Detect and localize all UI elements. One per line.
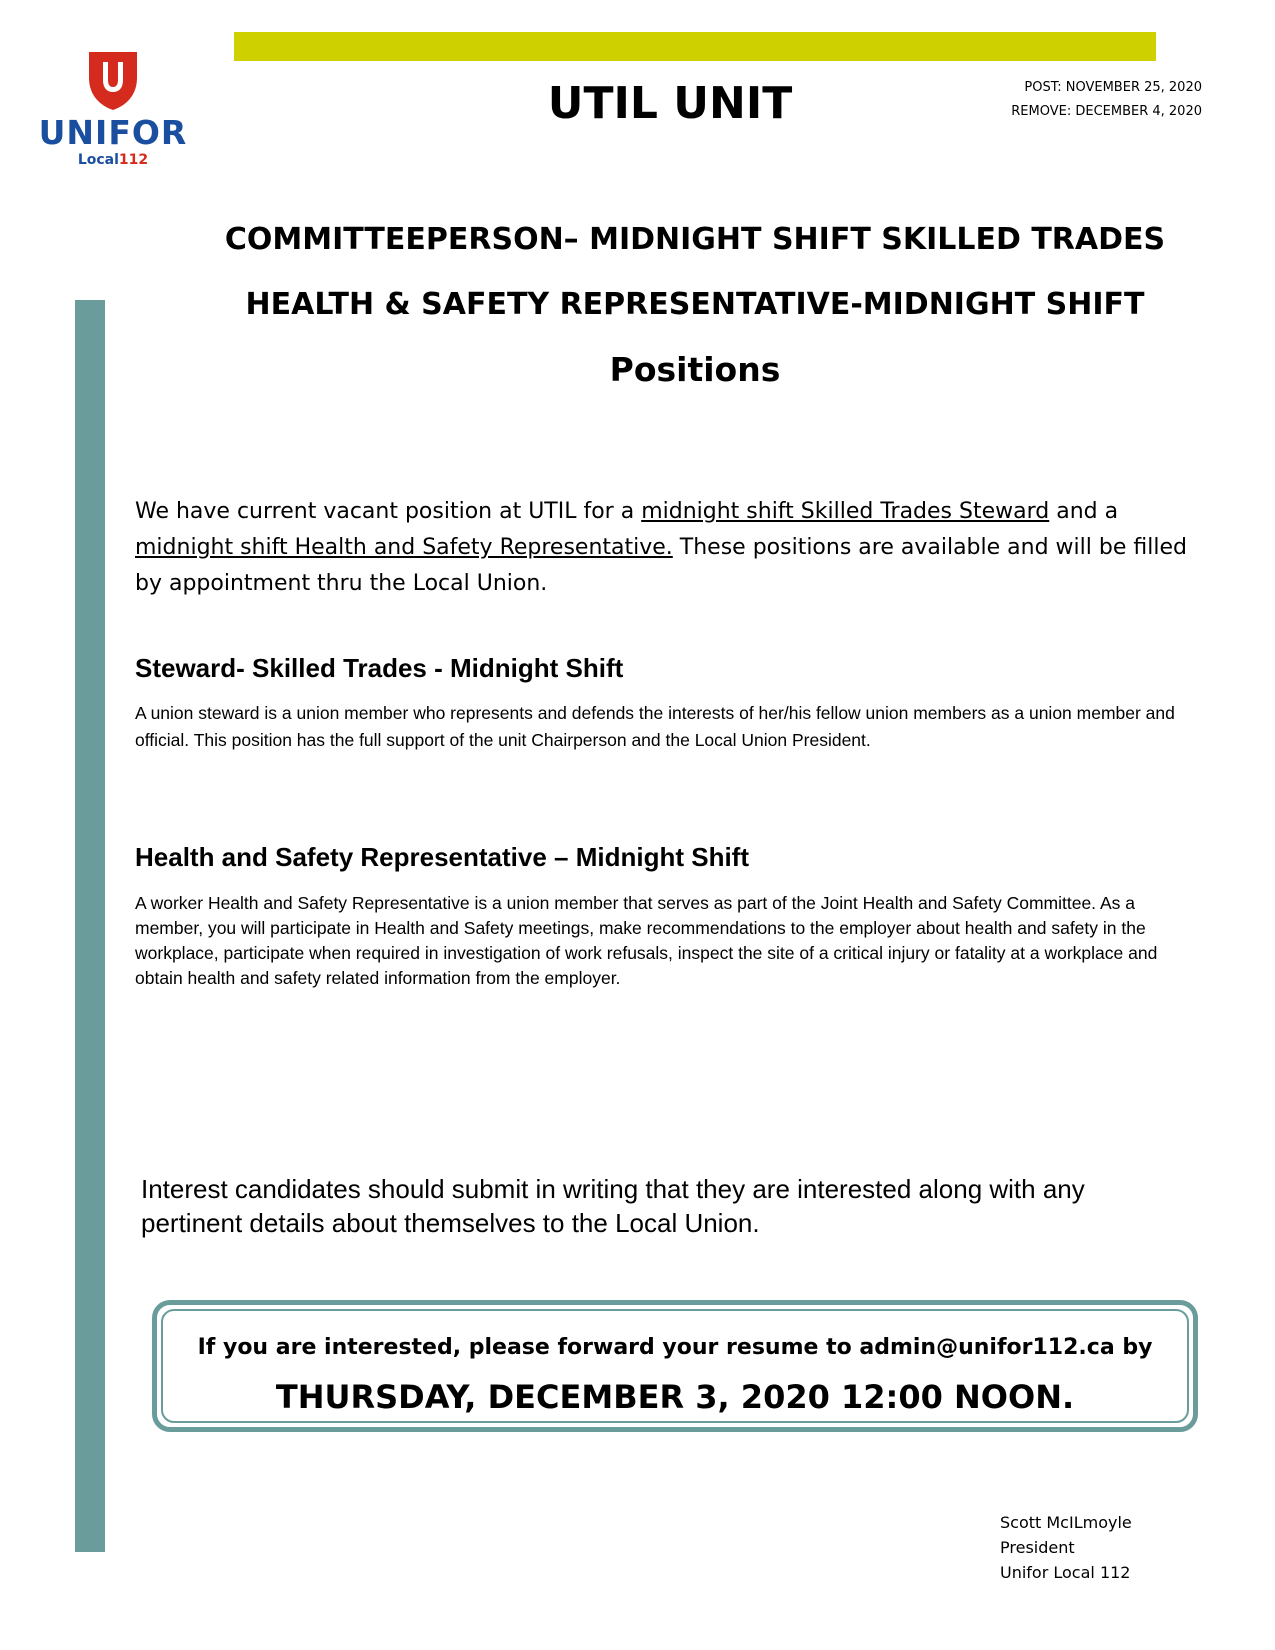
intro-paragraph: We have current vacant position at UTIL for a midnight shift Skilled Trades Steward and a midnight shift Health and Safety Representative. These positions are available and will be filled by appointment thru the Local Union. [135, 499, 1187, 596]
hs-section-title: Health and Safety Representative – Midnight Shift [135, 842, 749, 872]
unit-title: UTIL UNIT [547, 78, 793, 129]
signatory-name: Scott McILmoyle [1000, 1513, 1132, 1532]
logo-local-label: Local112 [77, 152, 149, 168]
notice-inner-frame [161, 1309, 1189, 1423]
signatory-org: Unifor Local 112 [1000, 1563, 1131, 1582]
notice-deadline: THURSDAY, DECEMBER 3, 2020 12:00 NOON. [275, 1378, 1075, 1416]
signatory-title: President [1000, 1538, 1075, 1557]
notice-instruction: If you are interested, please forward your resume to admin@unifor112.ca by [197, 1335, 1153, 1360]
side-accent-bar [75, 300, 105, 1552]
position-heading-1: COMMITTEEPERSON– MIDNIGHT SHIFT SKILLED TRADES [224, 222, 1166, 257]
candidates-instructions: Interest candidates should submit in writing that they are interested along with any pertinent details about themselves to the Local Union. [141, 1174, 1085, 1238]
steward-section-body: A union steward is a union member who represents and defends the interests of her/his fellow union members as a union member and official. This position has the full support of the unit Chairperson and the Local Union President. [135, 703, 1175, 750]
hs-section-body: A worker Health and Safety Representative is a union member that serves as part of the Joint Health and Safety Committee. As a member, you will participate in Health and Safety meetings, make recommendations to the employer about health and safety in the workplace, participate when required in investigation of work refusals, inspect the site of a critical injury or fatality at a workplace and obtain health and safety related information from the employer. [135, 893, 1158, 988]
resume-notice-box [152, 1300, 1198, 1432]
post-date: POST: NOVEMBER 25, 2020 [1024, 80, 1202, 95]
remove-date: REMOVE: DECEMBER 4, 2020 [1011, 104, 1202, 119]
hs-position-link: midnight shift Health and Safety Representative. [135, 535, 673, 560]
top-accent-bar [234, 32, 1156, 61]
logo-wordmark: UNIFOR [38, 113, 188, 152]
position-heading-2: HEALTH & SAFETY REPRESENTATIVE-MIDNIGHT SHIFT [245, 287, 1145, 322]
steward-position-link: midnight shift Skilled Trades Steward [641, 499, 1050, 524]
posting-dates [1011, 76, 1202, 124]
unifor-logo [38, 48, 188, 180]
positions-heading: Positions [609, 350, 781, 389]
shield-icon [85, 48, 141, 112]
signature-block [1000, 1510, 1132, 1585]
steward-section-title: Steward- Skilled Trades - Midnight Shift [135, 653, 624, 683]
